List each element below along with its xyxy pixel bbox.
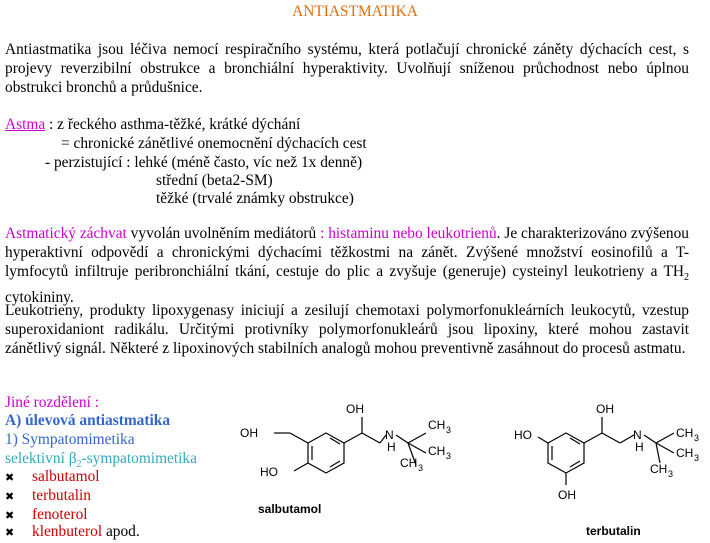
atom-label: CH (676, 426, 694, 440)
attack-term: Astmatický záchvat (5, 225, 127, 242)
terbutalin-structure (510, 395, 710, 510)
drug-list-item (5, 522, 140, 542)
atom-label: OH (558, 488, 576, 502)
drug-list-item (5, 486, 91, 506)
atom-label: OH (596, 402, 614, 416)
beta-sub: 2 (76, 459, 82, 471)
drug-name: salbutamol (32, 468, 100, 485)
salbutamol-structure (236, 395, 466, 510)
atom-label: H (387, 440, 396, 454)
bullet-icon: ✖ (5, 526, 15, 539)
atom-label: CH (428, 444, 446, 458)
asthma-line-3: - perzistující : lehké (méně často, víc než 1x denně) (45, 154, 363, 171)
selective-pre: selektivní (5, 450, 69, 467)
salbutamol-caption: salbutamol (258, 502, 322, 516)
attack-paragraph (5, 224, 689, 307)
asthma-line-4: střední (beta2-SM) (156, 172, 273, 189)
group-1-heading: 1) Sympatomimetika (5, 431, 135, 448)
intro-paragraph: Antiastmatika jsou léčiva nemocí respiračního systému, která potlačují chronické záněty dýchacích cest, s projevy reverzibilní obstrukce a bronchiální hyperaktivity. Uvolňují sníženou průchodnost nebo úplnou obstrukci bronchů a průdušnice. (5, 41, 689, 97)
atom-label: OH (346, 402, 364, 416)
group-a-heading: A) úlevová antiastmatika (5, 412, 171, 429)
atom-label: CH (400, 456, 418, 470)
atom-label: HO (260, 465, 278, 479)
drug-name: fenoterol (32, 506, 88, 523)
bullet-icon: ✖ (5, 471, 15, 484)
asthma-definition-text: : z řeckého asthma-těžké, krátké dýchání (45, 116, 301, 133)
bullet-icon: ✖ (5, 490, 15, 503)
leukotriene-paragraph: Leukotrieny, produkty lipoxygenasy iniciují a zesilují chemotaxi polymorfonukleárních leukocytů, vzestup superoxidaniont radikálu. Určitými protivníky polymorfonukleárů jsou lipoxiny, které mohou zastavit zánětlivý signál. Některé z lipoxinových stabilních analogů mohou preventivně zasáhnout do procesů astmatu. (5, 302, 689, 358)
attack-mediators: : histaminu nebo leukotrienů (320, 225, 497, 242)
atom-label: CH (428, 418, 446, 432)
beta-symbol: β (68, 450, 77, 467)
asthma-definition (5, 115, 300, 134)
atom-label: 3 (694, 433, 700, 443)
drug-suffix: apod. (102, 523, 140, 540)
asthma-term: Astma (5, 116, 46, 133)
terbutalin-ring (548, 433, 584, 473)
atom-label: 3 (694, 453, 700, 463)
atom-label: CH (650, 462, 668, 476)
atom-label: OH (240, 426, 258, 440)
attack-rest-1: . Je charakterizováno zvýšenou hyperaktivní odpovědí a chronickými dýchacími těžkostmi na zánět. Zvýšené množství eosinofilů a T-lymfocytů infiltruje peribronchiální tkání, cestuje do plic a zvyšuje (generuje) cysteinyl leukotrieny a TH (5, 225, 689, 281)
salbutamol-ring (308, 433, 344, 473)
atom-label: CH (676, 446, 694, 460)
asthma-line-2: = chronické zánětlivé onemocnění dýchacích cest (61, 135, 367, 152)
atom-label: H (635, 440, 644, 454)
atom-label: 3 (418, 463, 424, 473)
atom-label: 3 (446, 425, 452, 435)
terbutalin-caption: terbutalin (586, 524, 641, 538)
drug-list-item (5, 467, 100, 487)
bullet-icon: ✖ (5, 509, 15, 522)
drug-name: klenbuterol (32, 523, 103, 540)
selective-post: -sympatomimetika (81, 450, 197, 467)
atom-label: 3 (446, 451, 452, 461)
atom-label: N (633, 428, 642, 442)
attack-rest-2: cytokininy. (5, 288, 74, 306)
attack-sub: 2 (684, 272, 689, 284)
atom-label: HO (514, 428, 532, 442)
classification-heading: Jiné rozdělení : (5, 394, 100, 411)
attack-mid: vyvolán uvolněním mediátorů (126, 225, 321, 242)
drug-name: terbutalin (32, 487, 91, 504)
atom-label: N (385, 428, 394, 442)
page-title: ANTIASTMATIKA (292, 3, 418, 20)
asthma-line-5: těžké (trvalé známky obstrukce) (156, 190, 354, 207)
atom-label: 3 (668, 469, 674, 479)
